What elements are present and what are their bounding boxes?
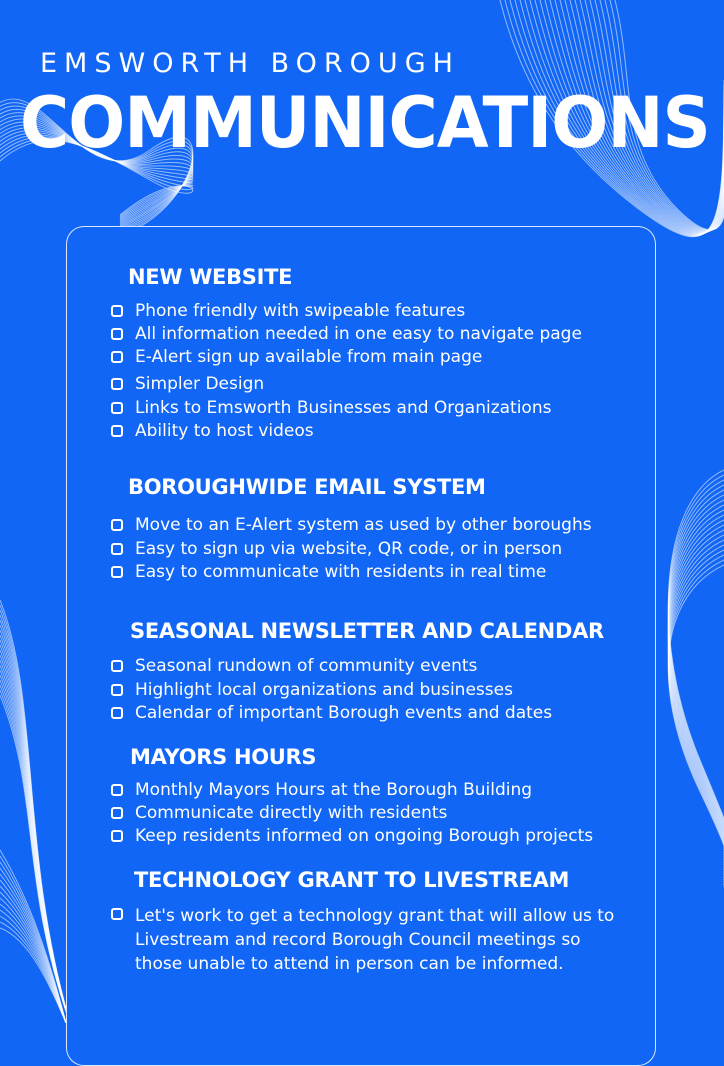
section-heading: SEASONAL NEWSLETTER AND CALENDAR <box>130 619 604 643</box>
list-item: Let's work to get a technology grant that will allow us to Livestream and record Borough Council meetings so those unable to attend in person can be informed. <box>111 904 615 976</box>
checkbox-icon <box>111 660 123 672</box>
section-heading: BOROUGHWIDE EMAIL SYSTEM <box>128 475 486 499</box>
list-item: Highlight local organizations and businesses <box>111 680 513 700</box>
checkbox-icon <box>111 402 123 414</box>
list-item: Ability to host videos <box>111 421 314 441</box>
borough-name: EMSWORTH BOROUGH <box>40 48 460 79</box>
checkbox-icon <box>111 519 123 531</box>
section-heading: NEW WEBSITE <box>128 265 293 289</box>
checkbox-icon <box>111 305 123 317</box>
list-item: Links to Emsworth Businesses and Organizations <box>111 398 551 418</box>
list-item: Simpler Design <box>111 374 264 394</box>
list-item: Calendar of important Borough events and dates <box>111 703 552 723</box>
checkbox-icon <box>111 351 123 363</box>
checkbox-icon <box>111 830 123 842</box>
checkbox-icon <box>111 378 123 390</box>
list-item: Easy to sign up via website, QR code, or in person <box>111 539 562 559</box>
checkbox-icon <box>111 707 123 719</box>
list-item: Easy to communicate with residents in real time <box>111 562 546 582</box>
list-item: Move to an E-Alert system as used by other boroughs <box>111 515 592 535</box>
checkbox-icon <box>111 328 123 340</box>
checkbox-icon <box>111 543 123 555</box>
page-title: COMMUNICATIONS <box>20 82 710 164</box>
checkbox-icon <box>111 807 123 819</box>
section-heading: MAYORS HOURS <box>130 745 317 769</box>
list-item: Seasonal rundown of community events <box>111 656 477 676</box>
section-heading: TECHNOLOGY GRANT TO LIVESTREAM <box>134 868 570 892</box>
checkbox-icon <box>111 784 123 796</box>
content-card <box>66 226 656 1066</box>
list-item: Keep residents informed on ongoing Borough projects <box>111 826 593 846</box>
checkbox-icon <box>111 684 123 696</box>
checkbox-icon <box>111 425 123 437</box>
list-item: E-Alert sign up available from main page <box>111 347 482 367</box>
checkbox-icon <box>111 908 123 920</box>
list-item: Monthly Mayors Hours at the Borough Building <box>111 780 532 800</box>
list-item: Phone friendly with swipeable features <box>111 301 465 321</box>
list-item: All information needed in one easy to navigate page <box>111 324 582 344</box>
list-item: Communicate directly with residents <box>111 803 447 823</box>
checkbox-icon <box>111 566 123 578</box>
